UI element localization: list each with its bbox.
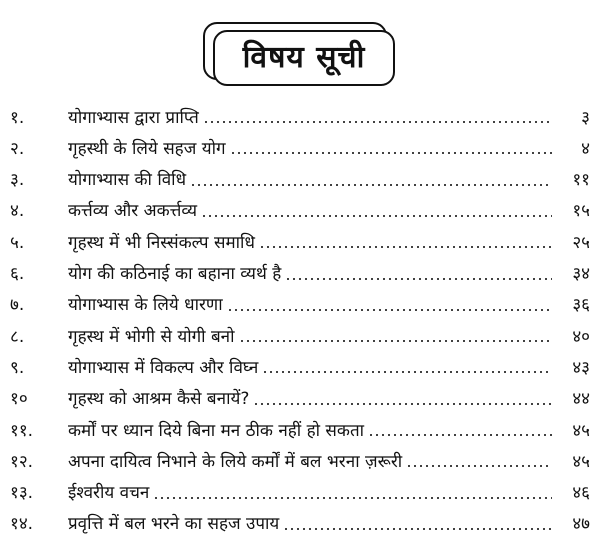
toc-entry-page: ३६ — [572, 295, 590, 316]
dot-leader — [283, 528, 552, 530]
dot-leader — [230, 152, 552, 154]
dot-leader — [201, 215, 552, 217]
toc-entry[interactable] — [10, 382, 590, 414]
toc-entry-page: ४३ — [572, 357, 590, 378]
toc-entry-page: ४५ — [572, 451, 590, 472]
toc-entry-title: गृहस्थी के लिये सहज योग — [68, 138, 226, 159]
toc-entry[interactable] — [10, 507, 590, 539]
toc-entry-number: ६. — [10, 264, 25, 284]
toc-entry-title: कर्मों पर ध्यान दिये बिना मन ठीक नहीं हो सकता — [68, 420, 365, 441]
toc-entry-number: २. — [10, 138, 25, 159]
title-plaque-front — [213, 30, 395, 86]
toc-entry[interactable] — [10, 350, 590, 382]
dot-leader — [190, 184, 552, 186]
toc-entry-title: अपना दायित्व निभाने के लिये कर्मों में बल भरना ज़रूरी — [68, 451, 403, 472]
toc-entry-number: ५. — [10, 232, 25, 253]
toc-entry-page: ४ — [581, 138, 590, 159]
toc-entry-number: ३. — [10, 170, 25, 191]
toc-entry[interactable] — [10, 444, 590, 476]
toc-entry-title: योगाभ्यास की विधि — [68, 170, 187, 191]
toc-entry[interactable] — [10, 413, 590, 445]
toc-entry-page: २५ — [572, 232, 590, 253]
dot-leader — [285, 278, 552, 280]
toc-entry-number: १. — [10, 107, 25, 128]
toc-entry-page: ४५ — [572, 420, 590, 441]
toc-entry-page: ४० — [572, 326, 590, 347]
toc-entry-title: योगाभ्यास के लिये धारणा — [68, 295, 223, 316]
toc-entry-title: कर्त्तव्य और अकर्त्तव्य — [68, 201, 198, 222]
toc-entry-page: १५ — [572, 201, 590, 222]
toc-entry-title: योगाभ्यास में विकल्प और विघ्न — [68, 357, 259, 378]
toc-entry-title: गृहस्थ को आश्रम कैसे बनायें? — [68, 389, 250, 410]
toc-entry-number: ४. — [10, 201, 25, 222]
toc-entry-title: योगाभ्यास द्वारा प्राप्ति — [68, 107, 199, 128]
dot-leader — [239, 340, 552, 342]
toc-entry-page: ४७ — [572, 514, 590, 535]
toc-entry-page: ११ — [572, 170, 590, 191]
title-plaque — [203, 22, 401, 84]
toc-entry-number: ७. — [10, 295, 25, 316]
toc-entry-number: १३. — [10, 483, 34, 504]
toc-entry-number: १२. — [10, 451, 34, 472]
toc-entry[interactable] — [10, 131, 590, 163]
toc-entry[interactable] — [10, 194, 590, 226]
toc-entry-number: ८. — [10, 326, 25, 347]
dot-leader — [406, 465, 552, 467]
toc-entry[interactable] — [10, 288, 590, 320]
toc-entry-title: गृहस्थ में भी निस्संकल्प समाधि — [68, 232, 255, 253]
dot-leader — [368, 434, 552, 436]
toc-entry-title: गृहस्थ में भोगी से योगी बनो — [68, 326, 235, 347]
toc-entry-page: ४४ — [572, 389, 590, 410]
toc-entry-page: ४६ — [572, 483, 590, 504]
dot-leader — [153, 497, 552, 499]
toc-entry-number: ९. — [10, 357, 25, 378]
dot-leader — [262, 371, 552, 373]
toc-entry[interactable] — [10, 163, 590, 195]
dot-leader — [227, 309, 552, 311]
toc-entry-title: योग की कठिनाई का बहाना व्यर्थ है — [68, 264, 282, 284]
toc-entry-number: १४. — [10, 514, 34, 535]
toc-entry-number: १० — [10, 389, 28, 410]
toc-entry[interactable] — [10, 225, 590, 257]
toc-entry-number: ११. — [10, 420, 34, 441]
toc-entry[interactable] — [10, 319, 590, 351]
dot-leader — [259, 246, 552, 248]
toc-entry[interactable] — [10, 100, 590, 132]
toc-entry-title: प्रवृत्ति में बल भरने का सहज उपाय — [68, 514, 280, 535]
toc-entry-page: ३ — [581, 107, 590, 128]
toc-entry[interactable] — [10, 476, 590, 508]
toc-entry-page: ३४ — [572, 264, 590, 284]
toc-entry-title: ईश्वरीय वचन — [68, 483, 150, 504]
dot-leader — [203, 121, 552, 123]
dot-leader — [253, 403, 552, 405]
page-title: विषय सूची — [242, 40, 366, 75]
toc-entry[interactable] — [10, 257, 590, 289]
